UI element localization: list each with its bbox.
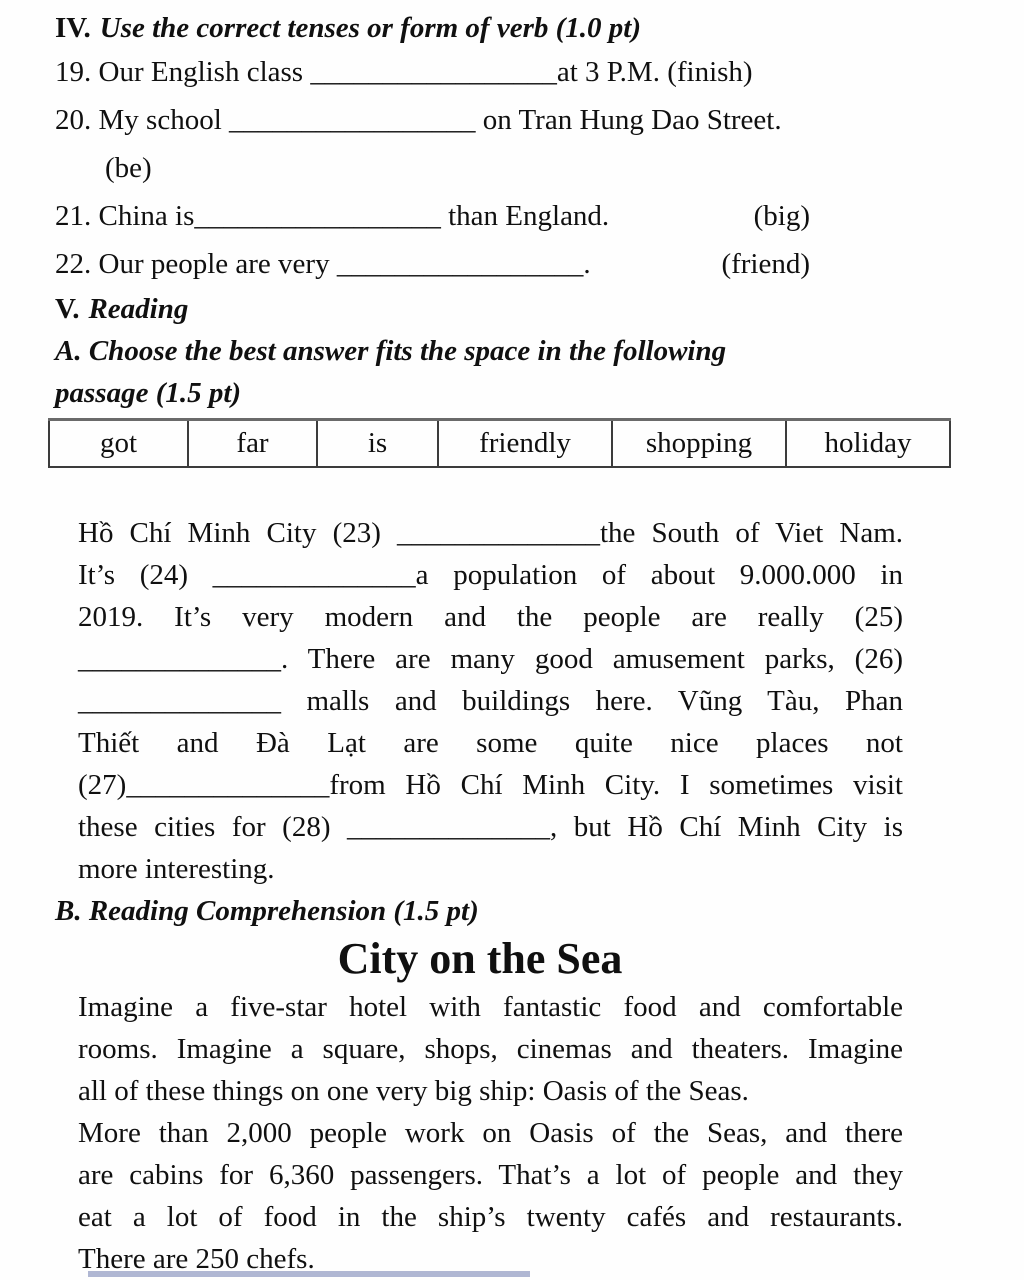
question-20-verb-hint: (be) [105,152,152,184]
section-iv-title: Use the correct tenses or form of verb (1.0 pt) [99,12,641,44]
section-v-number: V. [55,293,80,325]
part-a-heading-line2: passage (1.5 pt) [55,377,242,409]
cutoff-next-line-strip [88,1271,530,1277]
cloze-line-3: 2019. It’s very modern and the people are really (25) [78,601,903,633]
section-iv-number: IV. [55,12,91,44]
question-21-text: 21. China is_________________ than England. [55,200,610,232]
reading-p2-line-2: are cabins for 6,360 passengers. That’s a lot of people and they [78,1159,903,1191]
question-20: 20. My school _________________ on Tran Hung Dao Street. [55,104,782,136]
word-bank-cell-holiday: holiday [786,420,950,468]
word-bank-cell-got: got [49,420,188,468]
cloze-line-2: It’s (24) ______________a population of about 9.000.000 in [78,559,903,591]
cloze-line-7: (27)______________from Hồ Chí Minh City. I sometimes visit [78,769,903,801]
question-21 [55,192,905,240]
reading-p2-line-4: There are 250 chefs. [78,1243,315,1275]
word-bank-table [48,418,951,468]
section-v-heading [55,288,905,330]
reading-p2-line-3: eat a lot of food in the ship’s twenty cafés and restaurants. [78,1201,903,1233]
section-iv-heading [55,0,905,48]
cloze-line-9: more interesting. [78,853,275,885]
word-bank-cell-far: far [188,420,317,468]
reading-p2-line-1: More than 2,000 people work on Oasis of the Seas, and there [78,1117,903,1149]
word-bank-cell-friendly: friendly [438,420,612,468]
part-b-heading: B. Reading Comprehension (1.5 pt) [55,895,479,927]
word-bank-row [49,420,950,468]
question-22 [55,240,905,288]
reading-passage-title: City on the Sea [337,934,623,983]
word-bank-cell-shopping: shopping [612,420,786,468]
reading-p1-line-1: Imagine a five-star hotel with fantastic food and comfortable [78,991,903,1023]
reading-p1-line-2: rooms. Imagine a square, shops, cinemas and theaters. Imagine [78,1033,903,1065]
cloze-line-4: ______________. There are many good amusement parks, (26) [78,643,903,675]
part-a-heading-line1: A. Choose the best answer fits the space in the following [55,335,727,367]
question-22-hint: (friend) [721,248,810,280]
cloze-line-6: Thiết and Đà Lạt are some quite nice places not [78,727,903,759]
cloze-line-1: Hồ Chí Minh City (23) ______________the South of Viet Nam. [78,517,903,549]
section-v-title: Reading [88,293,189,325]
cloze-line-8: these cities for (28) ______________, but Hồ Chí Minh City is [78,811,903,843]
cloze-passage [78,512,903,890]
question-22-text: 22. Our people are very _________________. [55,248,591,280]
reading-p1-line-3: all of these things on one very big ship: Oasis of the Seas. [78,1075,749,1107]
cloze-line-5: ______________ malls and buildings here. Vũng Tàu, Phan [78,685,903,717]
reading-paragraph-2 [78,1112,903,1280]
word-bank-cell-is: is [317,420,438,468]
reading-paragraph-1 [78,986,903,1112]
question-21-hint: (big) [753,200,810,232]
question-19: 19. Our English class _________________at 3 P.M. (finish) [55,56,753,88]
